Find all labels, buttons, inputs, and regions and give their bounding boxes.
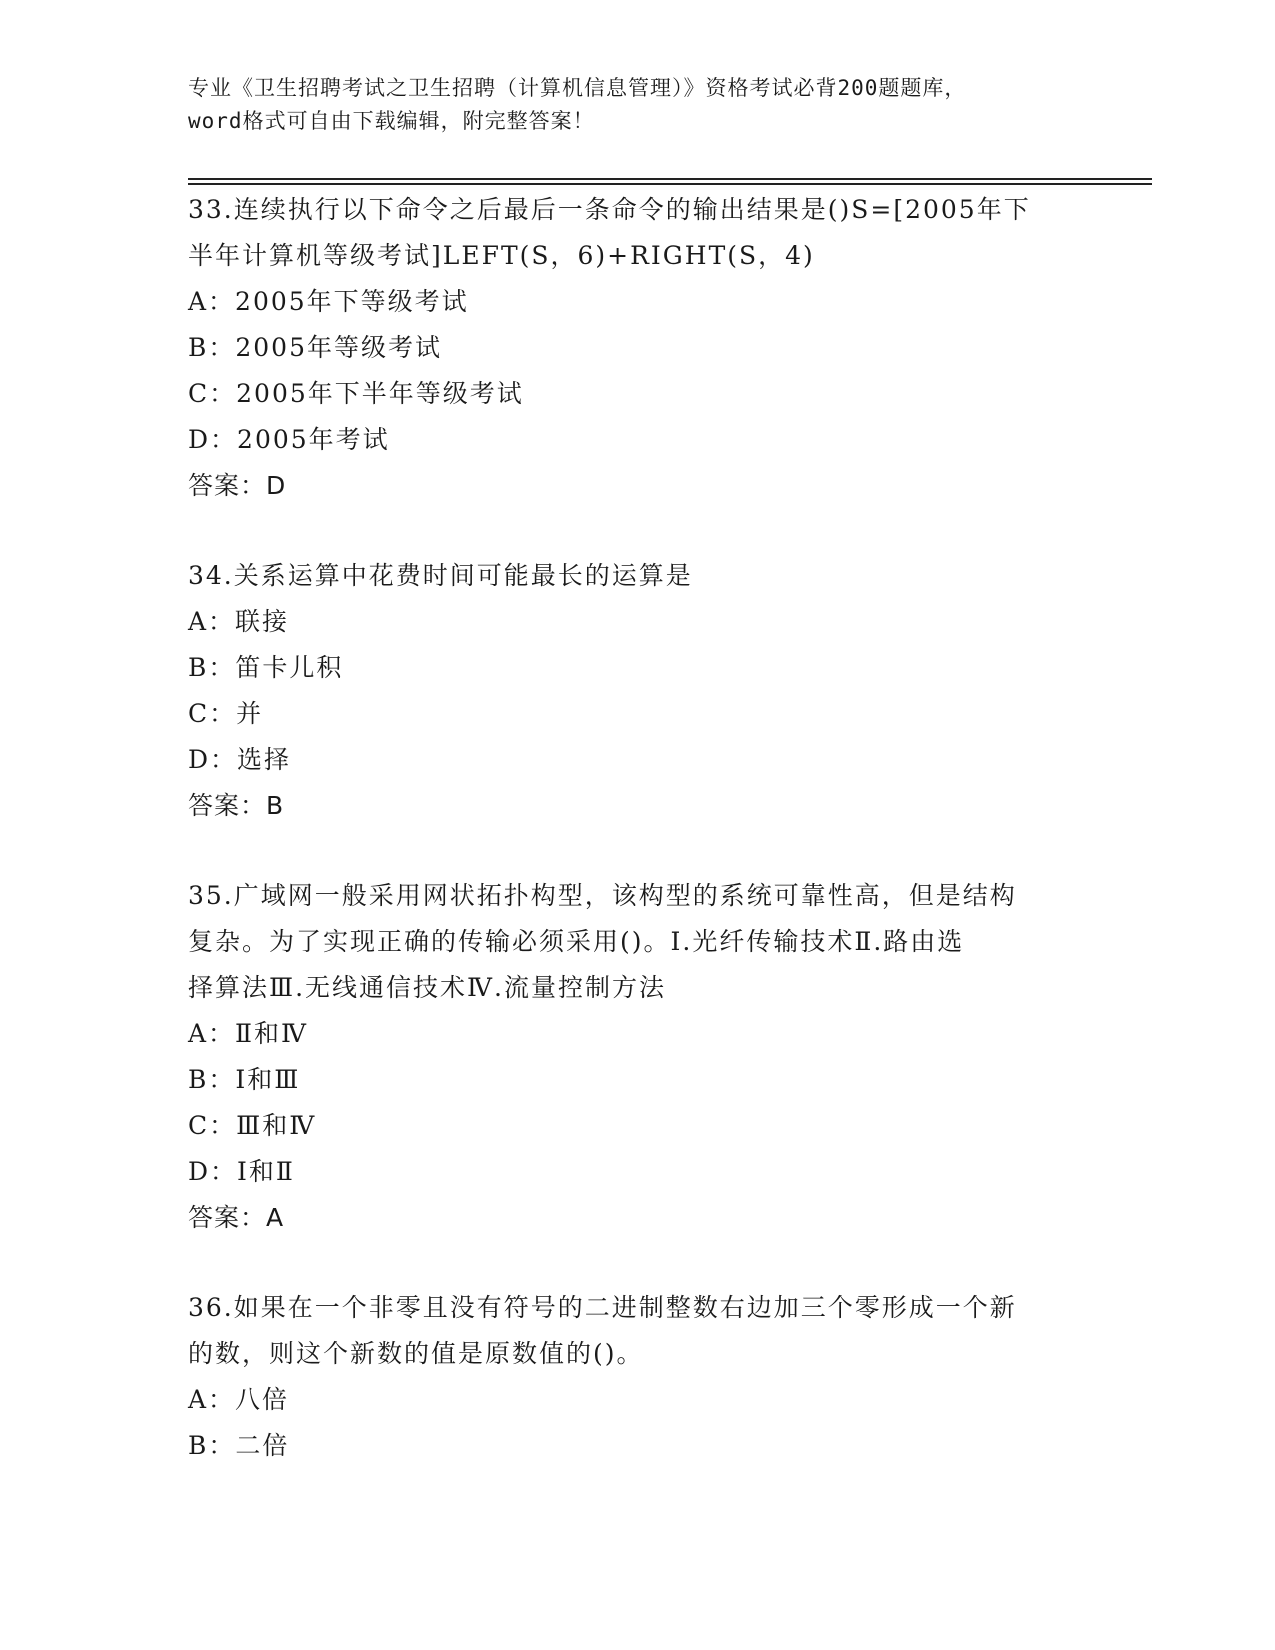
question-text xyxy=(188,553,1088,599)
question-list xyxy=(188,187,1088,1513)
question-text xyxy=(188,187,1088,279)
option-b: B：二倍 xyxy=(188,1431,290,1460)
header-line-2: word格式可自由下载编辑，附完整答案！ xyxy=(188,109,595,133)
option-b: B：2005年等级考试 xyxy=(188,333,442,362)
question-text-line: 33.连续执行以下命令之后最后一条命令的输出结果是()S=[2005年下 xyxy=(188,195,1031,224)
question-text-line: 的数，则这个新数的值是原数值的()。 xyxy=(188,1339,644,1368)
question-text xyxy=(188,873,1088,1011)
question-text-line: 36.如果在一个非零且没有符号的二进制整数右边加三个零形成一个新 xyxy=(188,1293,1017,1322)
option-d: D：Ⅰ和Ⅱ xyxy=(188,1157,295,1186)
question-text-line: 35.广域网一般采用网状拓扑构型，该构型的系统可靠性高，但是结构 xyxy=(188,881,1017,910)
header-line-1: 专业《卫生招聘考试之卫生招聘（计算机信息管理）》资格考试必背200题题库， xyxy=(188,76,967,100)
question-text-line: 半年计算机等级考试]LEFT(S，6)+RIGHT(S，4) xyxy=(188,241,815,270)
option-c: C：2005年下半年等级考试 xyxy=(188,379,524,408)
option-c: C：并 xyxy=(188,699,264,728)
question-text-line: 复杂。为了实现正确的传输必须采用()。Ⅰ.光纤传输技术Ⅱ.路由选 xyxy=(188,927,965,956)
option-d: D：选择 xyxy=(188,745,292,774)
option-c: C：Ⅲ和Ⅳ xyxy=(188,1111,317,1140)
option-a: A：联接 xyxy=(188,607,290,636)
question-33 xyxy=(188,187,1088,509)
question-text-line: 34.关系运算中花费时间可能最长的运算是 xyxy=(188,561,693,590)
option-b: B：Ⅰ和Ⅲ xyxy=(188,1065,301,1094)
answer: 答案：A xyxy=(188,1203,285,1232)
option-b: B：笛卡儿积 xyxy=(188,653,344,682)
question-35 xyxy=(188,873,1088,1241)
option-a: A：2005年下等级考试 xyxy=(188,287,469,316)
answer: 答案：D xyxy=(188,471,287,500)
question-34 xyxy=(188,553,1088,829)
header-rule-bottom xyxy=(188,183,1152,185)
option-d: D：2005年考试 xyxy=(188,425,390,454)
header-rule-top xyxy=(188,178,1152,180)
answer: 答案：B xyxy=(188,791,285,820)
option-a: A：八倍 xyxy=(188,1385,290,1414)
option-a: A：Ⅱ和Ⅳ xyxy=(188,1019,309,1048)
question-36 xyxy=(188,1285,1088,1469)
document-header xyxy=(188,72,1088,138)
question-text xyxy=(188,1285,1088,1377)
question-text-line: 择算法Ⅲ.无线通信技术Ⅳ.流量控制方法 xyxy=(188,973,666,1002)
